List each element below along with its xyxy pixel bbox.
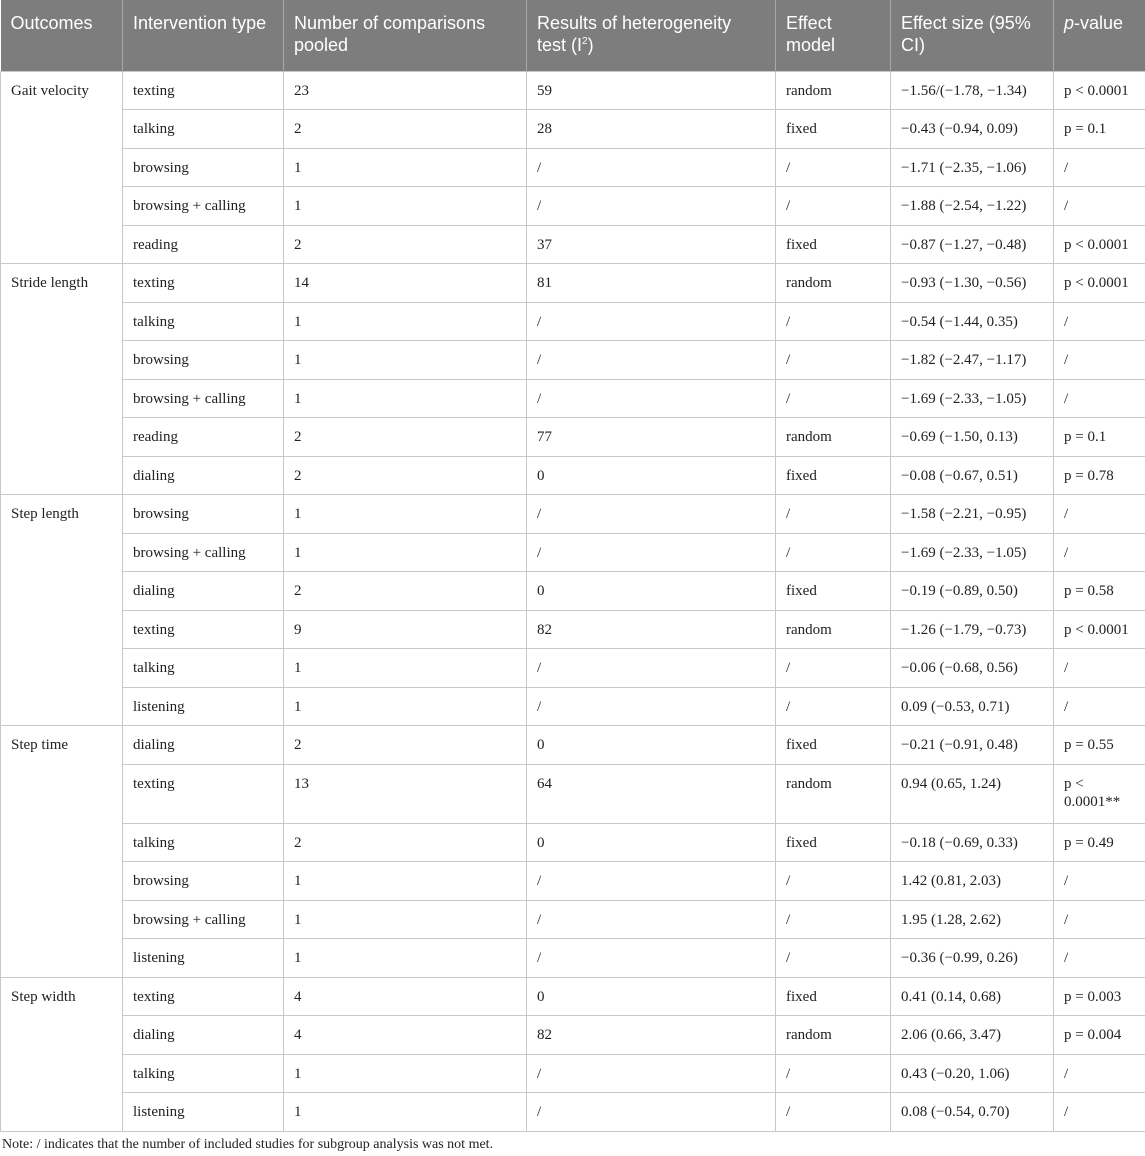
- comparisons-cell: 23: [284, 71, 527, 110]
- intervention-type-cell: dialing: [123, 1016, 284, 1055]
- effect-model-cell: /: [776, 379, 891, 418]
- heterogeneity-cell: /: [527, 495, 776, 534]
- p-value-cell: /: [1054, 148, 1145, 187]
- comparisons-cell: 2: [284, 225, 527, 264]
- p-value-cell: /: [1054, 862, 1145, 901]
- header-heterogeneity-sup: 2: [582, 36, 588, 47]
- effect-size-cell: −0.19 (−0.89, 0.50): [891, 572, 1054, 611]
- table-row: [1, 379, 1145, 418]
- heterogeneity-cell: 77: [527, 418, 776, 457]
- outcome-cell: Stride length: [1, 264, 123, 495]
- intervention-type-cell: listening: [123, 687, 284, 726]
- table-row: [1, 1093, 1145, 1132]
- table-row: [1, 572, 1145, 611]
- table-row: [1, 610, 1145, 649]
- heterogeneity-cell: 64: [527, 764, 776, 823]
- intervention-type-cell: browsing: [123, 341, 284, 380]
- table-row: [1, 977, 1145, 1016]
- p-value-cell: p < 0.0001: [1054, 225, 1145, 264]
- comparisons-cell: 2: [284, 110, 527, 149]
- effect-size-cell: −0.36 (−0.99, 0.26): [891, 939, 1054, 978]
- heterogeneity-cell: 82: [527, 1016, 776, 1055]
- effect-model-cell: /: [776, 939, 891, 978]
- comparisons-cell: 14: [284, 264, 527, 303]
- effect-model-cell: /: [776, 1054, 891, 1093]
- comparisons-cell: 1: [284, 900, 527, 939]
- heterogeneity-cell: /: [527, 649, 776, 688]
- effect-size-cell: −1.56/(−1.78, −1.34): [891, 71, 1054, 110]
- table-row: [1, 939, 1145, 978]
- comparisons-cell: 1: [284, 939, 527, 978]
- effect-size-cell: −0.93 (−1.30, −0.56): [891, 264, 1054, 303]
- p-value-cell: p < 0.0001**: [1054, 764, 1145, 823]
- header-outcomes: Outcomes: [1, 0, 123, 71]
- heterogeneity-cell: 59: [527, 71, 776, 110]
- effect-size-cell: −1.58 (−2.21, −0.95): [891, 495, 1054, 534]
- effect-model-cell: random: [776, 418, 891, 457]
- effect-size-cell: −0.69 (−1.50, 0.13): [891, 418, 1054, 457]
- p-value-cell: p = 0.49: [1054, 823, 1145, 862]
- effect-size-cell: −1.71 (−2.35, −1.06): [891, 148, 1054, 187]
- comparisons-cell: 2: [284, 726, 527, 765]
- intervention-type-cell: talking: [123, 823, 284, 862]
- effect-model-cell: fixed: [776, 456, 891, 495]
- intervention-type-cell: talking: [123, 649, 284, 688]
- heterogeneity-cell: /: [527, 687, 776, 726]
- p-value-cell: /: [1054, 187, 1145, 226]
- effect-size-cell: −0.08 (−0.67, 0.51): [891, 456, 1054, 495]
- effect-model-cell: random: [776, 610, 891, 649]
- effect-size-cell: 0.09 (−0.53, 0.71): [891, 687, 1054, 726]
- effect-model-cell: /: [776, 649, 891, 688]
- effect-size-cell: −0.87 (−1.27, −0.48): [891, 225, 1054, 264]
- comparisons-cell: 4: [284, 977, 527, 1016]
- effect-model-cell: random: [776, 764, 891, 823]
- p-value-cell: /: [1054, 1054, 1145, 1093]
- comparisons-cell: 1: [284, 148, 527, 187]
- effect-model-cell: random: [776, 264, 891, 303]
- comparisons-cell: 13: [284, 764, 527, 823]
- table-row: [1, 225, 1145, 264]
- effect-model-cell: /: [776, 495, 891, 534]
- table-row: [1, 1016, 1145, 1055]
- heterogeneity-cell: /: [527, 862, 776, 901]
- p-value-cell: p = 0.1: [1054, 418, 1145, 457]
- p-value-cell: /: [1054, 379, 1145, 418]
- comparisons-cell: 1: [284, 341, 527, 380]
- effect-model-cell: fixed: [776, 110, 891, 149]
- table-row: [1, 764, 1145, 823]
- effect-model-cell: /: [776, 187, 891, 226]
- heterogeneity-cell: 28: [527, 110, 776, 149]
- table-row: [1, 456, 1145, 495]
- comparisons-cell: 2: [284, 456, 527, 495]
- comparisons-cell: 1: [284, 649, 527, 688]
- intervention-type-cell: listening: [123, 1093, 284, 1132]
- p-value-cell: p = 0.78: [1054, 456, 1145, 495]
- table-row: [1, 187, 1145, 226]
- heterogeneity-cell: 0: [527, 726, 776, 765]
- p-value-cell: /: [1054, 533, 1145, 572]
- table-row: [1, 110, 1145, 149]
- outcome-cell: Step length: [1, 495, 123, 726]
- intervention-type-cell: dialing: [123, 456, 284, 495]
- p-value-cell: /: [1054, 939, 1145, 978]
- heterogeneity-cell: 81: [527, 264, 776, 303]
- effect-size-cell: −0.18 (−0.69, 0.33): [891, 823, 1054, 862]
- heterogeneity-cell: /: [527, 341, 776, 380]
- comparisons-cell: 2: [284, 418, 527, 457]
- effect-size-cell: −1.82 (−2.47, −1.17): [891, 341, 1054, 380]
- table-row: [1, 264, 1145, 303]
- effect-size-cell: 2.06 (0.66, 3.47): [891, 1016, 1054, 1055]
- outcome-cell: Step width: [1, 977, 123, 1131]
- effect-model-cell: /: [776, 862, 891, 901]
- header-heterogeneity-text: Results of heterogeneity test (I: [537, 13, 732, 55]
- intervention-type-cell: texting: [123, 764, 284, 823]
- p-value-cell: p = 0.1: [1054, 110, 1145, 149]
- table-row: [1, 900, 1145, 939]
- header-p-value: [1054, 0, 1145, 71]
- intervention-type-cell: talking: [123, 1054, 284, 1093]
- effect-model-cell: /: [776, 687, 891, 726]
- p-value-cell: /: [1054, 341, 1145, 380]
- effect-size-cell: 1.95 (1.28, 2.62): [891, 900, 1054, 939]
- p-value-cell: p = 0.58: [1054, 572, 1145, 611]
- heterogeneity-cell: /: [527, 939, 776, 978]
- outcome-cell: Gait velocity: [1, 71, 123, 264]
- effect-size-cell: −1.69 (−2.33, −1.05): [891, 533, 1054, 572]
- table-row: [1, 302, 1145, 341]
- comparisons-cell: 1: [284, 862, 527, 901]
- table-row: [1, 649, 1145, 688]
- effect-size-cell: 1.42 (0.81, 2.03): [891, 862, 1054, 901]
- effect-model-cell: fixed: [776, 225, 891, 264]
- intervention-type-cell: reading: [123, 418, 284, 457]
- effect-model-cell: fixed: [776, 977, 891, 1016]
- p-value-cell: p < 0.0001: [1054, 610, 1145, 649]
- table-row: [1, 533, 1145, 572]
- effect-model-cell: /: [776, 302, 891, 341]
- header-intervention-type: Intervention type: [123, 0, 284, 71]
- effect-size-cell: −1.69 (−2.33, −1.05): [891, 379, 1054, 418]
- table-header: [1, 0, 1145, 71]
- table-row: [1, 71, 1145, 110]
- effect-size-cell: −1.88 (−2.54, −1.22): [891, 187, 1054, 226]
- p-value-cell: p = 0.004: [1054, 1016, 1145, 1055]
- header-comparisons-pooled: Number of comparisons pooled: [284, 0, 527, 71]
- table-row: [1, 1054, 1145, 1093]
- intervention-type-cell: texting: [123, 71, 284, 110]
- effect-size-cell: −1.26 (−1.79, −0.73): [891, 610, 1054, 649]
- effect-model-cell: /: [776, 341, 891, 380]
- effect-size-cell: −0.43 (−0.94, 0.09): [891, 110, 1054, 149]
- p-value-cell: /: [1054, 687, 1145, 726]
- table-row: [1, 148, 1145, 187]
- comparisons-cell: 1: [284, 187, 527, 226]
- table-row: [1, 341, 1145, 380]
- effect-model-cell: fixed: [776, 823, 891, 862]
- effect-size-cell: 0.94 (0.65, 1.24): [891, 764, 1054, 823]
- p-value-cell: p < 0.0001: [1054, 71, 1145, 110]
- table-row: [1, 418, 1145, 457]
- heterogeneity-cell: 0: [527, 572, 776, 611]
- table-row: [1, 726, 1145, 765]
- heterogeneity-cell: 37: [527, 225, 776, 264]
- intervention-type-cell: reading: [123, 225, 284, 264]
- intervention-type-cell: browsing: [123, 862, 284, 901]
- heterogeneity-cell: 0: [527, 823, 776, 862]
- comparisons-cell: 1: [284, 533, 527, 572]
- heterogeneity-cell: /: [527, 379, 776, 418]
- comparisons-cell: 2: [284, 572, 527, 611]
- heterogeneity-cell: /: [527, 533, 776, 572]
- header-effect-size: Effect size (95% CI): [891, 0, 1054, 71]
- comparisons-cell: 1: [284, 379, 527, 418]
- heterogeneity-cell: 82: [527, 610, 776, 649]
- p-value-cell: p = 0.55: [1054, 726, 1145, 765]
- p-value-cell: /: [1054, 495, 1145, 534]
- heterogeneity-cell: /: [527, 302, 776, 341]
- outcome-cell: Step time: [1, 726, 123, 978]
- header-p-italic: p: [1064, 13, 1075, 33]
- p-value-cell: /: [1054, 900, 1145, 939]
- effect-model-cell: /: [776, 148, 891, 187]
- intervention-type-cell: talking: [123, 110, 284, 149]
- comparisons-cell: 1: [284, 302, 527, 341]
- comparisons-cell: 1: [284, 687, 527, 726]
- p-value-cell: /: [1054, 1093, 1145, 1132]
- table-row: [1, 862, 1145, 901]
- comparisons-cell: 4: [284, 1016, 527, 1055]
- effect-size-cell: −0.06 (−0.68, 0.56): [891, 649, 1054, 688]
- comparisons-cell: 2: [284, 823, 527, 862]
- intervention-type-cell: browsing + calling: [123, 379, 284, 418]
- comparisons-cell: 1: [284, 1093, 527, 1132]
- effect-size-cell: 0.43 (−0.20, 1.06): [891, 1054, 1054, 1093]
- effect-size-cell: 0.08 (−0.54, 0.70): [891, 1093, 1054, 1132]
- intervention-type-cell: talking: [123, 302, 284, 341]
- intervention-type-cell: texting: [123, 977, 284, 1016]
- table-row: [1, 687, 1145, 726]
- p-value-cell: p = 0.003: [1054, 977, 1145, 1016]
- header-p-rest: -value: [1074, 13, 1124, 33]
- heterogeneity-cell: /: [527, 900, 776, 939]
- intervention-type-cell: browsing: [123, 148, 284, 187]
- effect-size-cell: 0.41 (0.14, 0.68): [891, 977, 1054, 1016]
- heterogeneity-cell: /: [527, 148, 776, 187]
- table-note: Note: / indicates that the number of included studies for subgroup analysis was not met.: [2, 1137, 494, 1152]
- heterogeneity-cell: /: [527, 1054, 776, 1093]
- effect-model-cell: /: [776, 900, 891, 939]
- p-value-cell: p < 0.0001: [1054, 264, 1145, 303]
- table-row: [1, 495, 1145, 534]
- p-value-cell: /: [1054, 649, 1145, 688]
- header-effect-model: Effect model: [776, 0, 891, 71]
- intervention-type-cell: texting: [123, 610, 284, 649]
- header-heterogeneity: [527, 0, 776, 71]
- intervention-type-cell: browsing + calling: [123, 533, 284, 572]
- effect-model-cell: random: [776, 1016, 891, 1055]
- intervention-type-cell: dialing: [123, 726, 284, 765]
- header-heterogeneity-end: ): [587, 35, 594, 55]
- heterogeneity-cell: 0: [527, 977, 776, 1016]
- effect-size-cell: −0.21 (−0.91, 0.48): [891, 726, 1054, 765]
- intervention-type-cell: dialing: [123, 572, 284, 611]
- comparisons-cell: 1: [284, 495, 527, 534]
- intervention-type-cell: listening: [123, 939, 284, 978]
- comparisons-cell: 9: [284, 610, 527, 649]
- intervention-type-cell: texting: [123, 264, 284, 303]
- effect-model-cell: fixed: [776, 572, 891, 611]
- intervention-type-cell: browsing: [123, 495, 284, 534]
- p-value-cell: /: [1054, 302, 1145, 341]
- effect-model-cell: /: [776, 1093, 891, 1132]
- effect-size-cell: −0.54 (−1.44, 0.35): [891, 302, 1054, 341]
- table-row: [1, 823, 1145, 862]
- effect-model-cell: random: [776, 71, 891, 110]
- intervention-type-cell: browsing + calling: [123, 900, 284, 939]
- comparisons-cell: 1: [284, 1054, 527, 1093]
- heterogeneity-cell: /: [527, 187, 776, 226]
- heterogeneity-cell: 0: [527, 456, 776, 495]
- effect-model-cell: /: [776, 533, 891, 572]
- table-body: [1, 71, 1145, 1131]
- effect-model-cell: fixed: [776, 726, 891, 765]
- heterogeneity-cell: /: [527, 1093, 776, 1132]
- intervention-type-cell: browsing + calling: [123, 187, 284, 226]
